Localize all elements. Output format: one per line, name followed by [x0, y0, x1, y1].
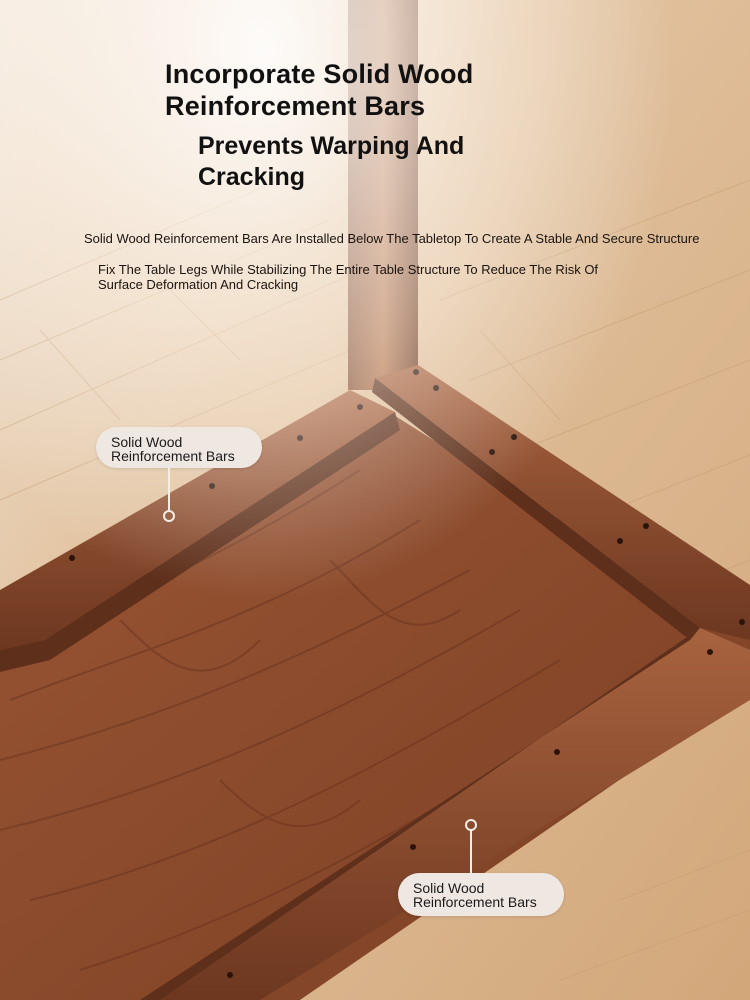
headline-line-1: Incorporate Solid Wood: [165, 59, 474, 89]
subheadline-line-1: Prevents Warping And: [198, 132, 465, 160]
subheadline: [198, 131, 464, 193]
headline-line-2: Reinforcement Bars: [165, 91, 426, 121]
description-secondary-line-1: Fix The Table Legs While Stabilizing The Entire Table Structure To Reduce The Risk Of: [98, 262, 599, 277]
callout-anchor-dot: [163, 510, 175, 522]
callout-left-reinforcement-bar: [96, 427, 262, 468]
callout-label-line-2: Reinforcement Bars: [413, 894, 537, 910]
headline: [165, 58, 473, 122]
description-secondary: [98, 262, 658, 292]
callout-label-line-1: Solid Wood: [111, 434, 183, 450]
callout-leader-line: [168, 468, 170, 510]
description-primary: Solid Wood Reinforcement Bars Are Installed Below The Tabletop To Create A Stable And Secure Structure: [84, 231, 700, 246]
callout-label-line-1: Solid Wood: [413, 880, 485, 896]
description-secondary-line-2: Surface Deformation And Cracking: [98, 277, 299, 292]
callout-anchor-dot: [465, 819, 477, 831]
callout-label-line-2: Reinforcement Bars: [111, 448, 235, 464]
callout-leader-line: [470, 830, 472, 873]
callout-front-reinforcement-bar: [398, 873, 564, 916]
subheadline-line-2: Cracking: [198, 163, 305, 191]
